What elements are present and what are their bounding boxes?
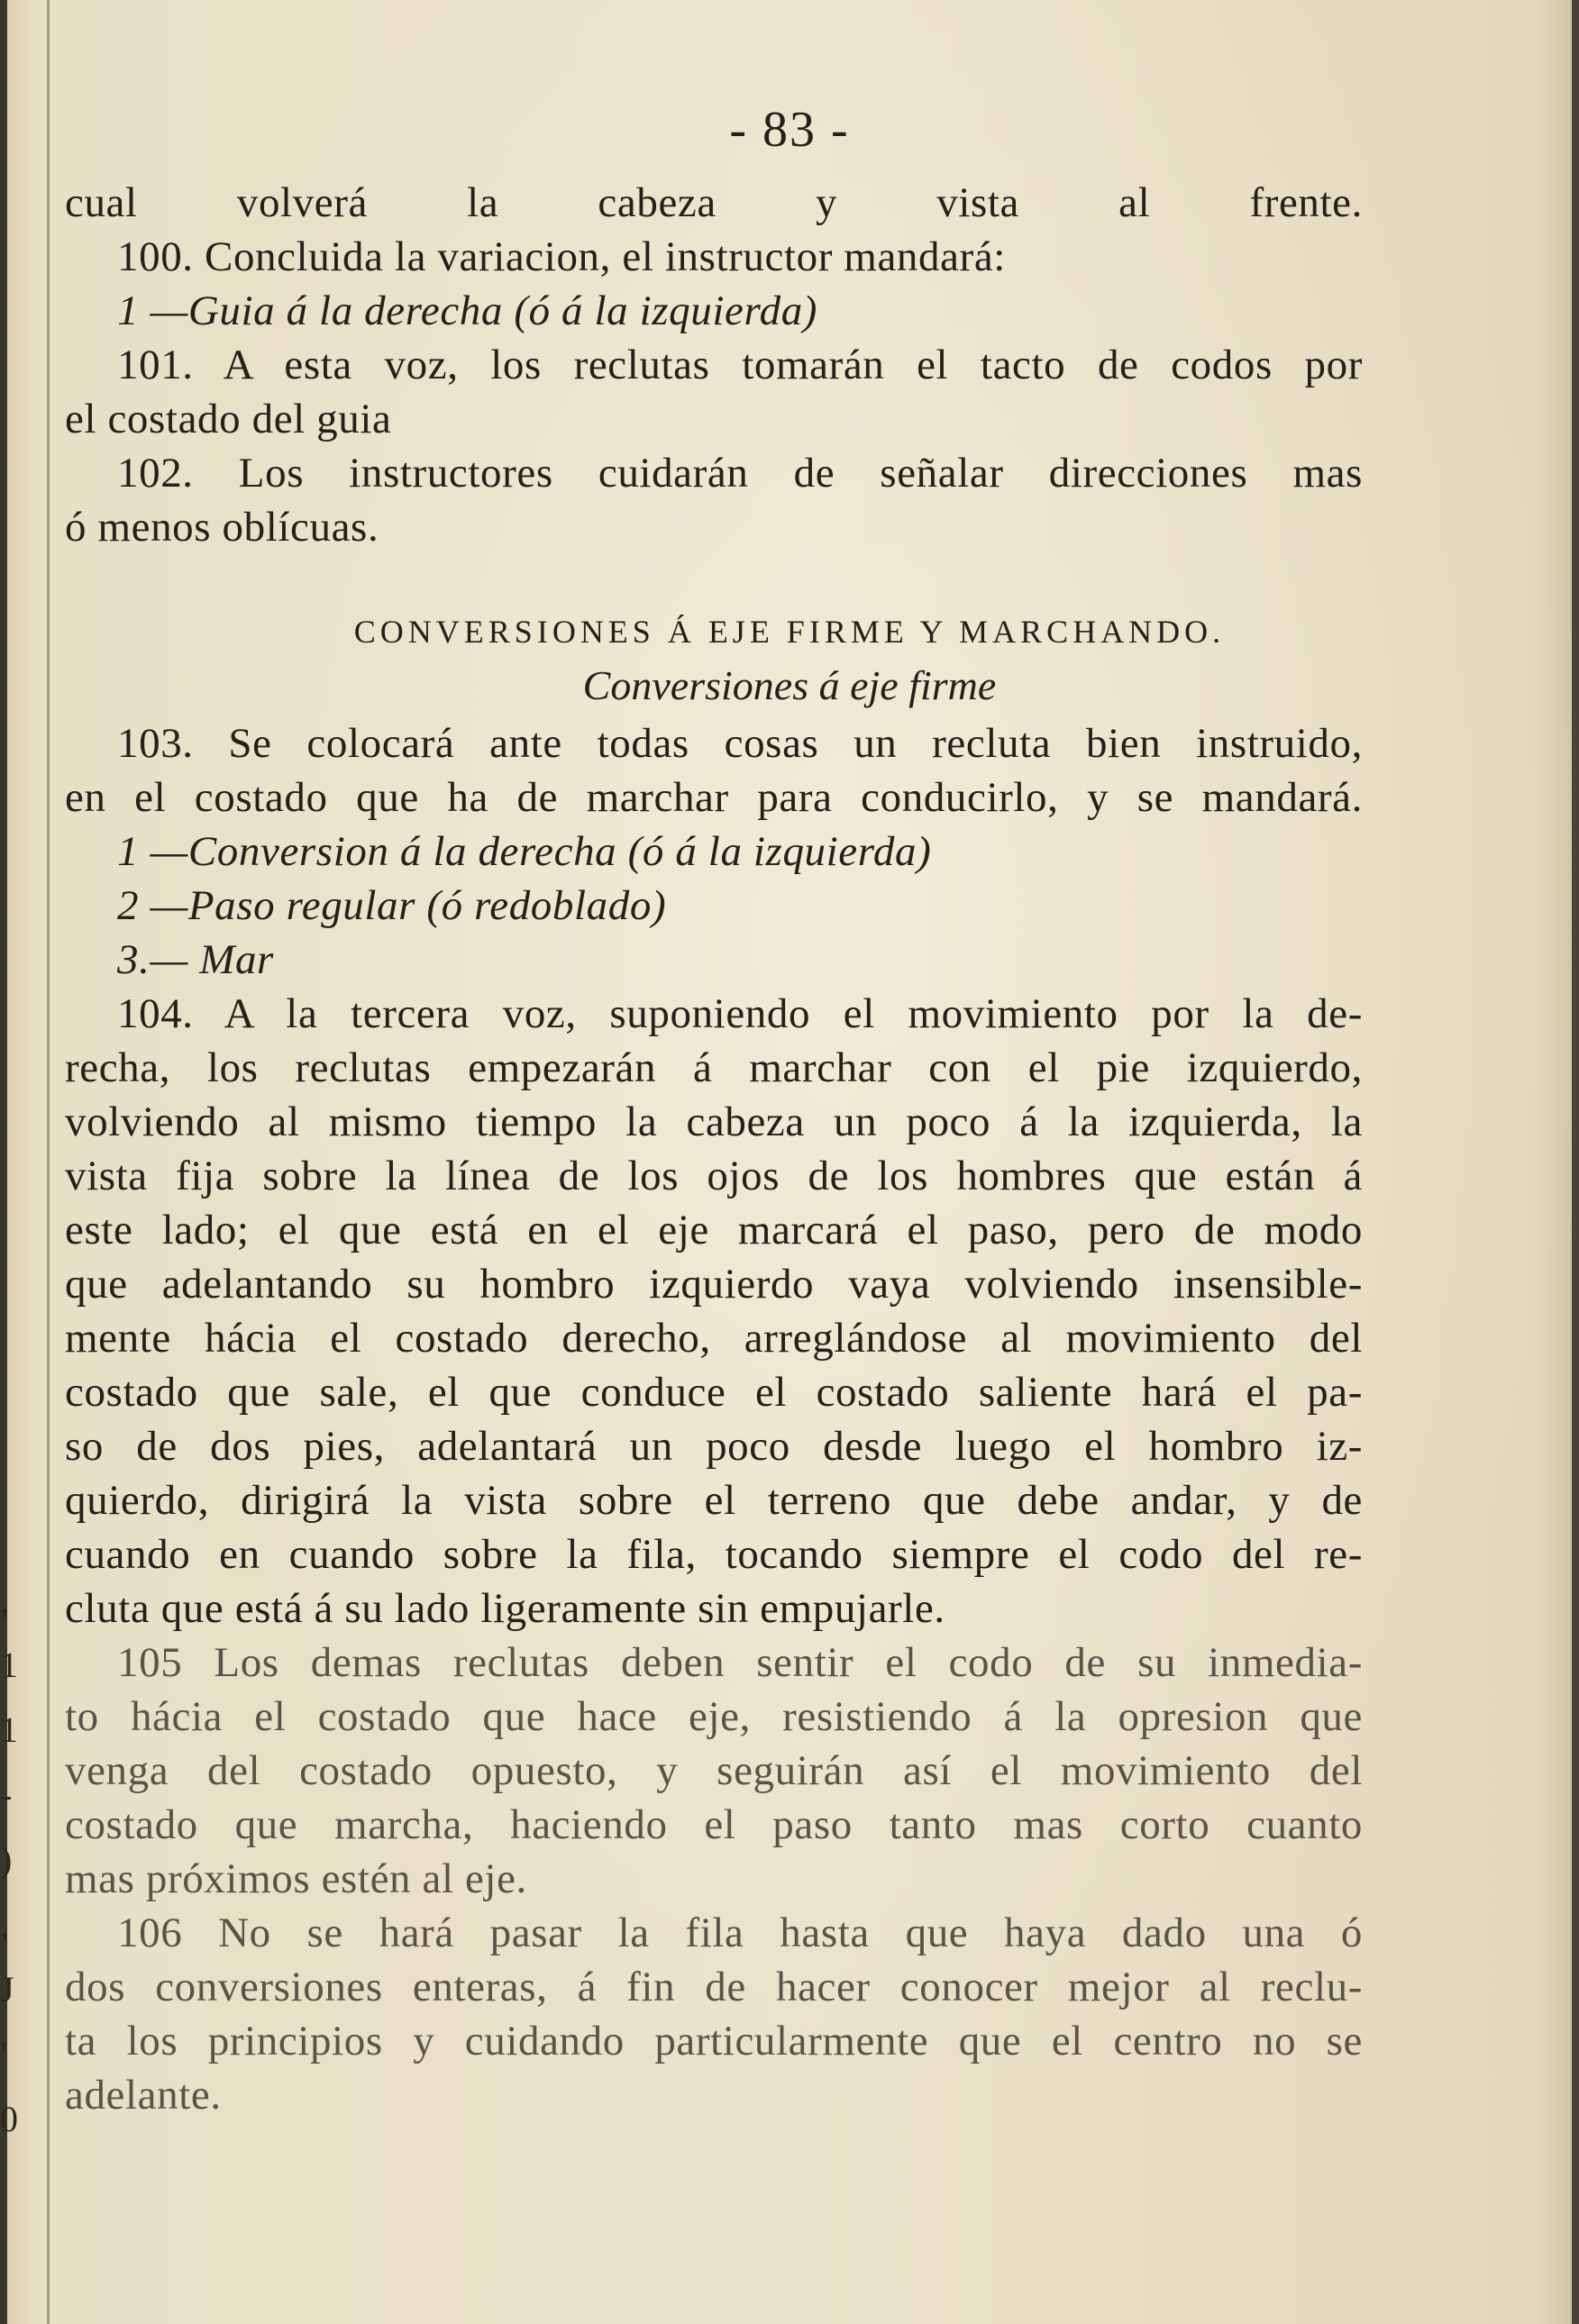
paragraph-102: 102. Los instructores cuidarán de señalar direcciones mas: [117, 450, 1363, 497]
text-line: ta los principios y cuidando particularmente que el centro no se: [65, 2018, 1363, 2064]
paragraph-104: 104. A la tercera voz, suponiendo el movimiento por la de-: [117, 990, 1363, 1037]
margin-mark: 0: [0, 2099, 18, 2139]
inner-margin-rule: [47, 0, 50, 2324]
text-line: cual volverá la cabeza y vista al frente.: [65, 179, 1363, 226]
margin-mark: ): [0, 1839, 13, 1880]
text-line: volviendo al mismo tiempo la cabeza un poco á la izquierda, la: [65, 1098, 1363, 1145]
paragraph-106: 106 No se hará pasar la fila hasta que haya dado una ó: [117, 1909, 1363, 1956]
text-line: to hácia el costado que hace eje, resistiendo á la opresion que: [65, 1693, 1363, 1740]
text-line: costado que sale, el que conduce el costado saliente hará el pa-: [65, 1369, 1363, 1416]
text-line: costado que marcha, haciendo el paso tanto mas corto cuanto: [65, 1801, 1363, 1848]
section-heading: CONVERSIONES Á EJE FIRME Y MARCHANDO.: [353, 614, 1226, 650]
text-line: en el costado que ha de marchar para conducirlo, y se mandará.: [65, 774, 1363, 821]
text-line: so de dos pies, adelantará un poco desde luego el hombro iz-: [65, 1423, 1363, 1470]
text-line: adelante.: [65, 2072, 222, 2119]
paragraph-101: 101. A esta voz, los reclutas tomarán el tacto de codos por: [117, 342, 1363, 388]
text-line: ó menos oblícuas.: [65, 504, 379, 551]
margin-mark: 1: [0, 1645, 18, 1685]
text-line: cluta que está á su lado ligeramente sin empujarle.: [65, 1585, 945, 1632]
page-number: - 83 -: [729, 102, 850, 158]
text-line: este lado; el que está en el eje marcará el paso, pero de modo: [65, 1207, 1363, 1253]
paragraph-103: 103. Se colocará ante todas cosas un recluta bien instruido,: [117, 720, 1363, 767]
command-line: 2 —Paso regular (ó redoblado): [117, 882, 667, 929]
command-line: 1 —Guia á la derecha (ó á la izquierda): [117, 287, 818, 334]
margin-marks: [0, 1568, 23, 2152]
text-line: mente hácia el costado derecho, arreglándose al movimiento del: [65, 1315, 1363, 1362]
margin-mark: 1: [0, 1709, 18, 1750]
margin-mark: -: [0, 1774, 13, 1815]
section-subheading: Conversiones á eje firme: [582, 662, 997, 708]
text-line: el costado del guia: [65, 396, 392, 442]
text-line: que adelantando su hombro izquierdo vaya volviendo insensible-: [65, 1261, 1363, 1308]
text-line: mas próximos estén al eje.: [65, 1855, 527, 1902]
text-line: dos conversiones enteras, á fin de hacer conocer mejor al reclu-: [65, 1964, 1363, 2010]
paragraph-100: 100. Concluida la variacion, el instructor mandará:: [117, 233, 1006, 280]
text-line: vista fija sobre la línea de los ojos de los hombres que están á: [65, 1153, 1363, 1199]
margin-mark: ,: [0, 1580, 9, 1620]
text-line: venga del costado opuesto, y seguirán así el movimiento del: [65, 1747, 1363, 1794]
margin-mark: J: [0, 1969, 14, 2010]
command-line: 1 —Conversion á la derecha (ó á la izquierda): [117, 828, 932, 875]
paragraph-105: 105 Los demas reclutas deben sentir el codo de su inmedia-: [117, 1639, 1363, 1686]
command-line: 3.— Mar: [117, 936, 274, 983]
margin-mark: ': [0, 2034, 7, 2074]
right-page-edge: [1572, 0, 1579, 2324]
text-line: cuando en cuando sobre la fila, tocando siempre el codo del re-: [65, 1531, 1363, 1578]
text-line: recha, los reclutas empezarán á marchar con el pie izquierdo,: [65, 1044, 1363, 1091]
text-line: quierdo, dirigirá la vista sobre el terreno que debe andar, y de: [65, 1477, 1363, 1524]
margin-mark: ,: [0, 1904, 9, 1945]
